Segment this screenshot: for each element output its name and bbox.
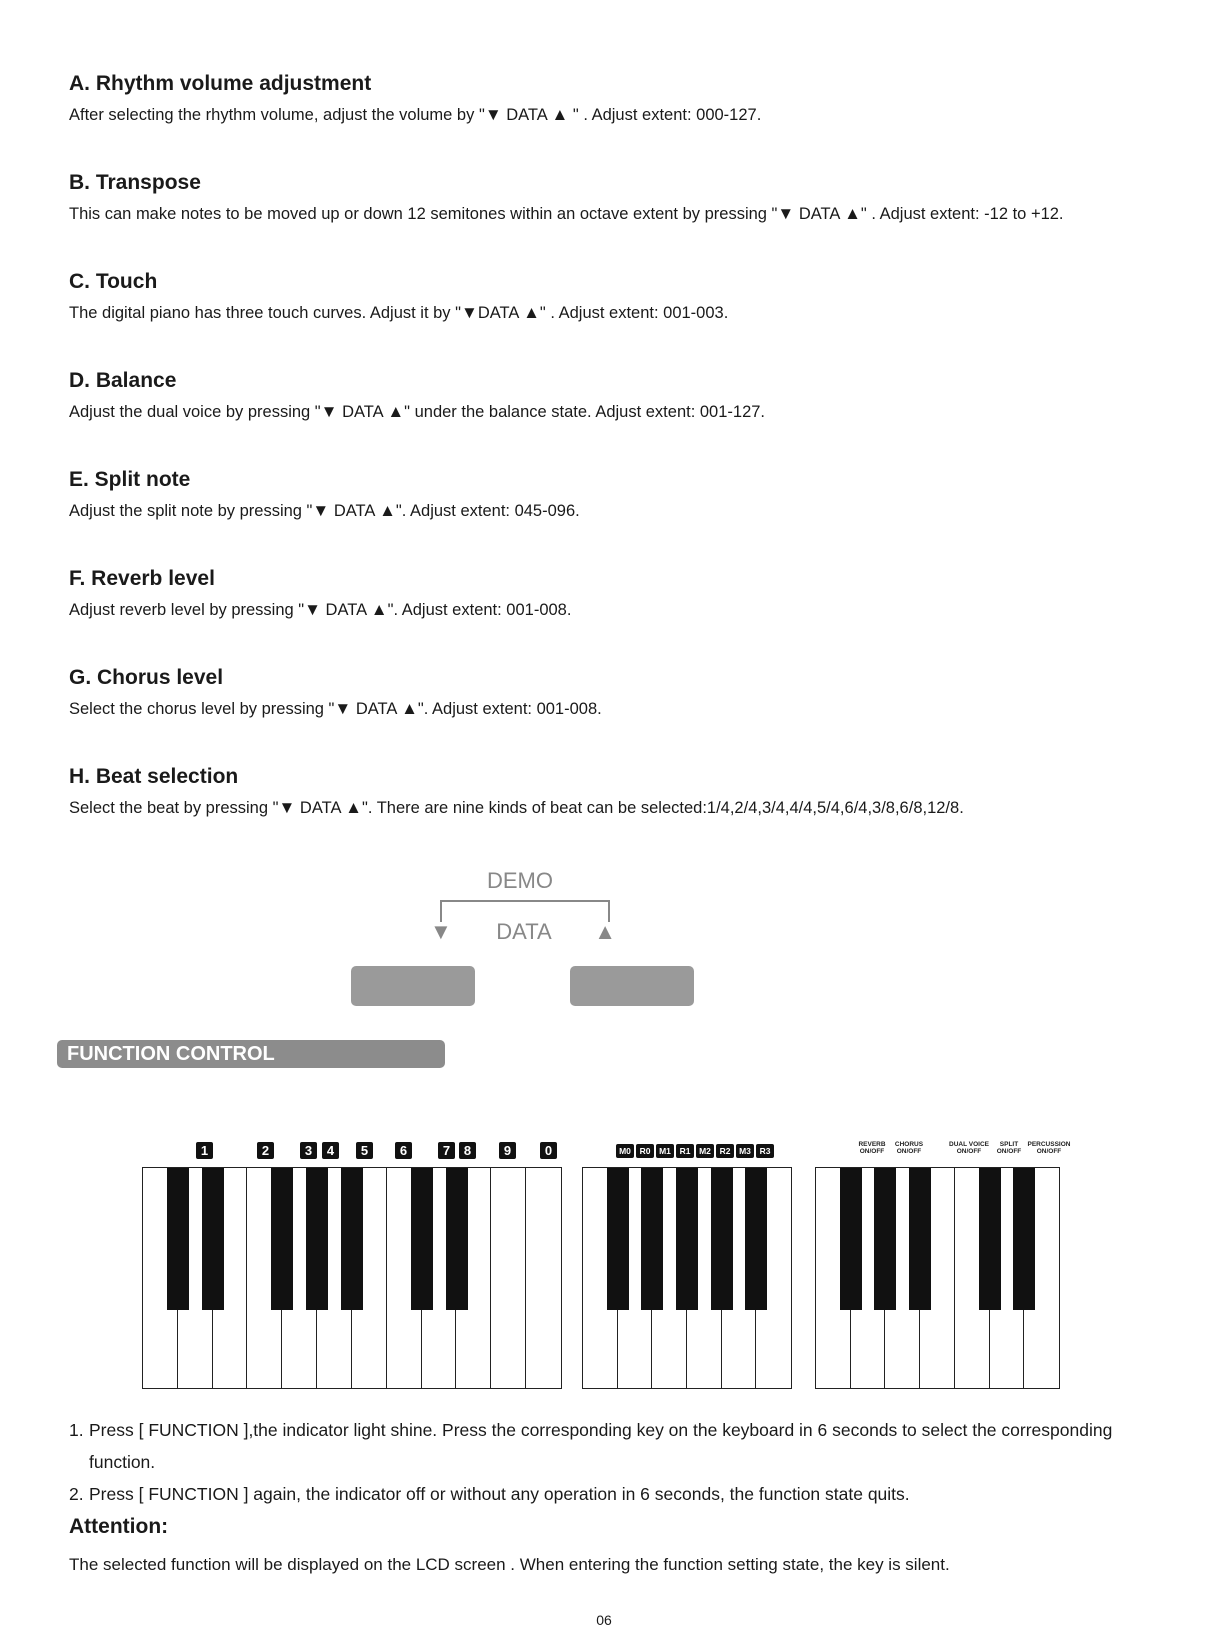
key-number-label: 2 (257, 1142, 274, 1159)
function-control-banner: FUNCTION CONTROL (57, 1040, 445, 1068)
body-text-pre: Adjust reverb level by pressing " (69, 601, 305, 619)
key-number-label: 8 (459, 1142, 476, 1159)
up-triangle-icon: ▲ (387, 402, 405, 421)
black-key (411, 1168, 433, 1310)
section-title: G. Chorus level (69, 666, 224, 689)
key-number-label: 1 (196, 1142, 213, 1159)
black-key (341, 1168, 363, 1310)
body-text-post: ". Adjust extent: 001-008. (387, 601, 572, 619)
section-split-note (69, 466, 1189, 565)
mode-key-label: M0 (616, 1144, 634, 1158)
settings-sections (69, 70, 1189, 862)
section-transpose (69, 169, 1189, 268)
data-label: DATA (477, 304, 524, 322)
mode-key-label: M1 (656, 1144, 674, 1158)
function-label-line: DUAL VOICE (949, 1141, 989, 1148)
key-number-label: 0 (540, 1142, 557, 1159)
section-body (69, 302, 1189, 324)
section-body (69, 500, 1189, 522)
section-title: D. Balance (69, 369, 177, 392)
up-triangle-icon: ▲ (551, 105, 569, 124)
mode-key-label: M2 (696, 1144, 714, 1158)
data-label: DATA (295, 799, 346, 817)
function-label-line: ON/OFF (996, 1148, 1022, 1155)
white-key (526, 1168, 561, 1388)
up-triangle-icon: ▲ (844, 204, 861, 223)
mode-key-label: R1 (676, 1144, 694, 1158)
function-label-line: ON/OFF (896, 1148, 922, 1155)
body-text-pre: The digital piano has three touch curves. Adjust it by " (69, 304, 461, 322)
up-triangle-icon: ▲ (379, 501, 396, 520)
demo-label: DEMO (487, 868, 553, 893)
down-triangle-icon: ▼ (312, 501, 330, 520)
section-title: E. Split note (69, 468, 191, 491)
down-triangle-icon: ▼ (304, 600, 321, 619)
key-number-label: 3 (300, 1142, 317, 1159)
up-triangle-icon: ▲ (594, 919, 616, 944)
black-key (676, 1168, 698, 1310)
body-text-pre: This can make notes to be moved up or down 12 semitones within an octave extent by pressing " (69, 205, 778, 223)
function-label-line: PERCUSSION (1027, 1141, 1071, 1148)
section-title: C. Touch (69, 270, 158, 293)
black-key (840, 1168, 862, 1310)
function-label-line: SPLIT (999, 1141, 1019, 1148)
down-triangle-icon: ▼ (278, 798, 296, 817)
section-body (69, 698, 1189, 720)
function-label-line: ON/OFF (1036, 1148, 1062, 1155)
down-triangle-icon: ▼ (461, 303, 478, 322)
body-text-post: ". There are nine kinds of beat can be selected:1/4,2/4,3/4,4/4,5/4,6/4,3/8,6/8,12/8. (361, 799, 964, 817)
data-label: DATA (496, 919, 552, 944)
key-number-label: 7 (438, 1142, 455, 1159)
black-key (711, 1168, 733, 1310)
black-key (306, 1168, 328, 1310)
data-label: DATA (320, 601, 371, 619)
body-text-post: " . Adjust extent: -12 to +12. (860, 205, 1064, 223)
down-triangle-icon: ▼ (484, 105, 502, 124)
data-up-button (570, 966, 694, 1006)
black-key (641, 1168, 663, 1310)
function-label-line: ON/OFF (956, 1148, 982, 1155)
data-button-labels (430, 919, 616, 949)
black-key (271, 1168, 293, 1310)
black-key (446, 1168, 468, 1310)
mode-key-label: M3 (736, 1144, 754, 1158)
section-rhythm-volume (69, 70, 1189, 169)
black-key (167, 1168, 189, 1310)
down-triangle-icon: ▼ (334, 699, 352, 718)
up-triangle-icon: ▲ (345, 798, 362, 817)
keyboard-section-2 (582, 1167, 792, 1389)
section-body (69, 104, 1189, 126)
section-body (69, 203, 1189, 225)
attention-title: Attention: (69, 1515, 169, 1538)
note-item (69, 1478, 1169, 1510)
section-body (69, 599, 1189, 621)
note-index: 2. (69, 1484, 84, 1504)
attention-body: The selected function will be displayed on the LCD screen . When entering the function setting state, the key is silent. (69, 1555, 950, 1574)
body-text-pre: After selecting the rhythm volume, adjust the volume by " (69, 106, 485, 124)
body-text-pre: Adjust the split note by pressing " (69, 502, 313, 520)
body-text-pre: Adjust the dual voice by pressing " (69, 403, 321, 421)
up-triangle-icon: ▲ (370, 600, 388, 619)
section-beat-selection (69, 763, 1189, 862)
section-title: A. Rhythm volume adjustment (69, 72, 372, 95)
section-touch (69, 268, 1189, 367)
section-title: B. Transpose (69, 171, 201, 194)
black-key (909, 1168, 931, 1310)
mode-key-label: R2 (716, 1144, 734, 1158)
black-key (1013, 1168, 1035, 1310)
section-title: F. Reverb level (69, 567, 215, 590)
data-label: DATA (337, 403, 388, 421)
note-text: Press [ FUNCTION ] again, the indicator off or without any operation in 6 seconds, the function state quits. (89, 1484, 910, 1504)
mode-key-label: R3 (756, 1144, 774, 1158)
keyboard-section-1 (142, 1167, 562, 1389)
down-triangle-icon: ▼ (320, 402, 338, 421)
function-label-percussion (1025, 1141, 1073, 1155)
body-text-post: " under the balance state. Adjust extent: 001-127. (404, 403, 766, 421)
data-label: DATA (794, 205, 845, 223)
black-key (607, 1168, 629, 1310)
section-body (69, 797, 1189, 819)
key-number-label: 6 (395, 1142, 412, 1159)
section-body (69, 401, 1189, 423)
section-balance (69, 367, 1189, 466)
black-key (202, 1168, 224, 1310)
note-index: 1. (69, 1420, 84, 1440)
note-text: Press [ FUNCTION ],the indicator light shine. Press the corresponding key on the keyboard in 6 seconds to select the corresponding function. (89, 1420, 1113, 1472)
function-label-line: ON/OFF (859, 1148, 885, 1155)
black-key (745, 1168, 767, 1310)
body-text-post: ". Adjust extent: 001-008. (417, 700, 602, 718)
section-chorus-level (69, 664, 1189, 763)
data-label: DATA (329, 502, 380, 520)
key-number-label: 9 (499, 1142, 516, 1159)
body-text-pre: Select the chorus level by pressing " (69, 700, 335, 718)
data-down-button (351, 966, 475, 1006)
data-label: DATA (351, 700, 402, 718)
body-text-pre: Select the beat by pressing " (69, 799, 279, 817)
mode-key-label: R0 (636, 1144, 654, 1158)
function-notes (69, 1414, 1169, 1510)
up-triangle-icon: ▲ (523, 303, 540, 322)
black-key (874, 1168, 896, 1310)
note-item (69, 1414, 1169, 1478)
down-triangle-icon: ▼ (430, 919, 452, 944)
black-key (979, 1168, 1001, 1310)
white-key (491, 1168, 526, 1388)
key-number-label: 5 (356, 1142, 373, 1159)
data-label: DATA (501, 106, 552, 124)
body-text-post: ". Adjust extent: 045-096. (395, 502, 580, 520)
body-text-post: " . Adjust extent: 001-003. (539, 304, 729, 322)
keyboard-section-3 (815, 1167, 1060, 1389)
down-triangle-icon: ▼ (777, 204, 795, 223)
function-label-chorus (885, 1141, 933, 1155)
section-title: H. Beat selection (69, 765, 239, 788)
section-reverb-level (69, 565, 1189, 664)
up-triangle-icon: ▲ (401, 699, 418, 718)
key-number-label: 4 (322, 1142, 339, 1159)
function-label-line: CHORUS (894, 1141, 924, 1148)
page-number: 06 (596, 1612, 612, 1628)
body-text-post: " . Adjust extent: 000-127. (568, 106, 762, 124)
function-label-line: REVERB (858, 1141, 886, 1148)
